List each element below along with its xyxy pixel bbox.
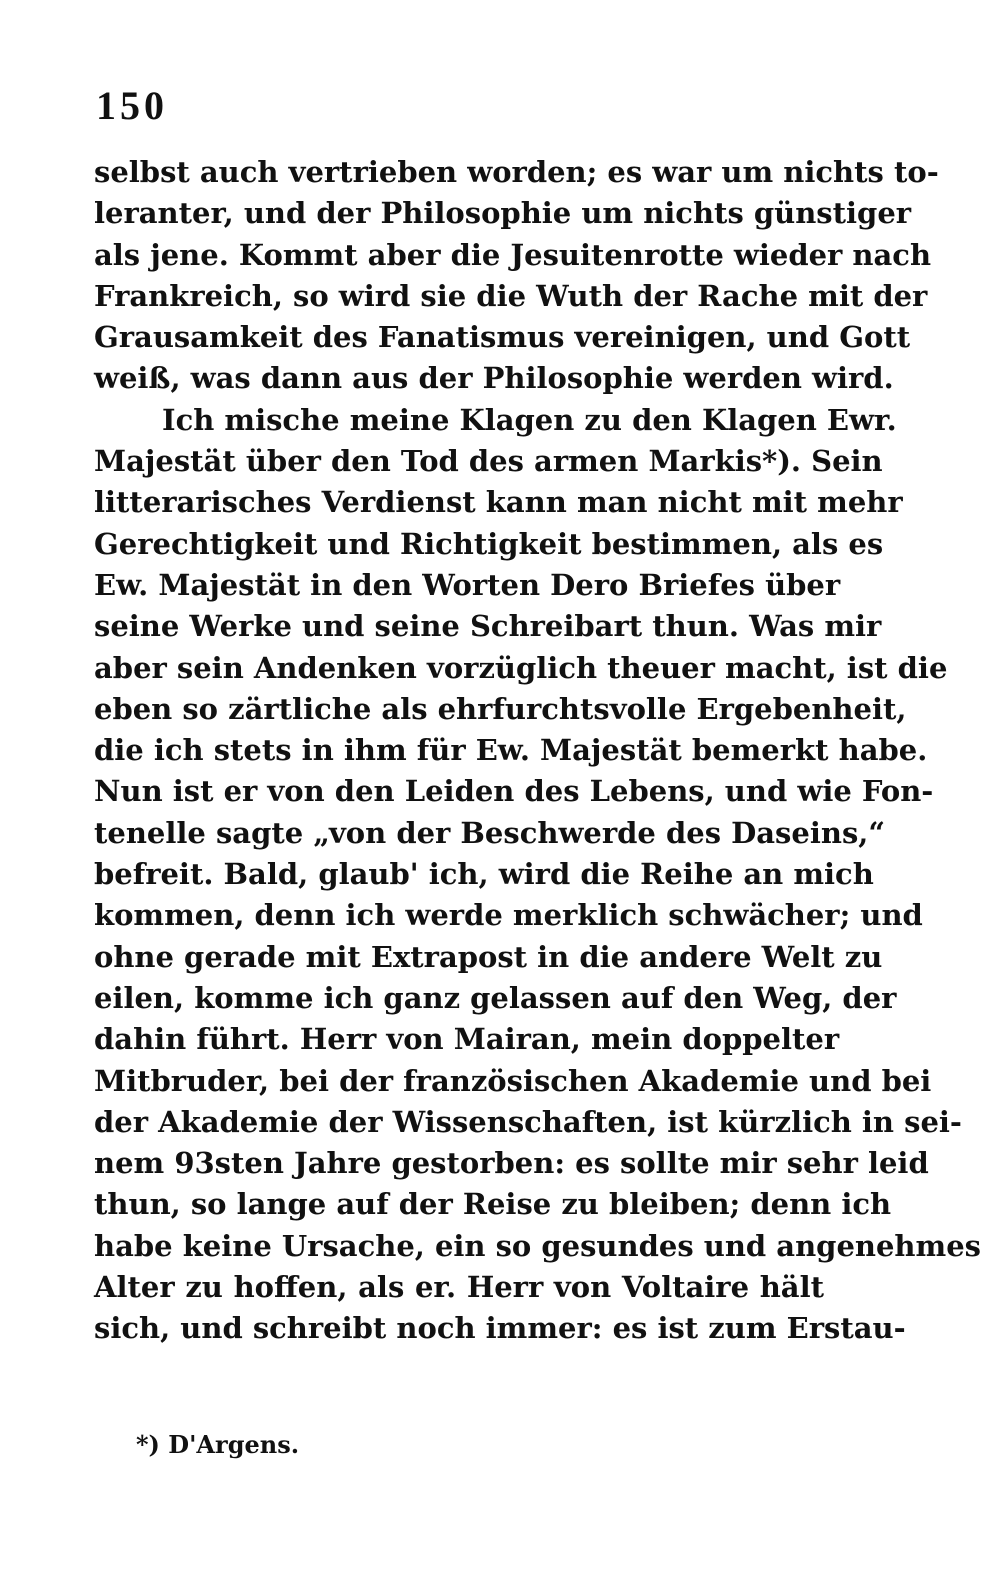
text-line: Nun ist er von den Leiden des Lebens, und wie Fon- (94, 774, 934, 809)
text-line: litterarisches Verdienst kann man nicht mit mehr (94, 485, 903, 520)
text-line: eilen, komme ich ganz gelassen auf den Weg, der (94, 980, 897, 1015)
text-line: tenelle sagte „von der Beschwerde des Daseins,“ (94, 815, 886, 850)
text-line: befreit. Bald, glaub' ich, wird die Reihe an mich (94, 857, 874, 892)
text-line: sich, und schreibt noch immer: es ist zum Erstau- (94, 1311, 906, 1346)
text-line: die ich stets in ihm für Ew. Majestät bemerkt habe. (94, 733, 928, 768)
text-line: eben so zärtliche als ehrfurchtsvolle Ergebenheit, (94, 691, 907, 726)
text-line: Majestät über den Tod des armen Markis*). Sein (94, 444, 883, 479)
footnote: *) D'Argens. (136, 1430, 300, 1459)
text-line: leranter, und der Philosophie um nichts günstiger (94, 196, 912, 231)
text-line: habe keine Ursache, ein so gesundes und angenehmes (94, 1228, 981, 1263)
text-line: seine Werke und seine Schreibart thun. Was mir (94, 609, 882, 644)
text-line: der Akademie der Wissenschaften, ist kürzlich in sei- (94, 1104, 962, 1139)
text-line: Alter zu hoffen, als er. Herr von Voltaire hält (94, 1270, 824, 1305)
text-line: als jene. Kommt aber die Jesuitenrotte wieder nach (94, 237, 932, 272)
text-line: thun, so lange auf der Reise zu bleiben; denn ich (94, 1187, 892, 1222)
text-line: dahin führt. Herr von Mairan, mein doppelter (94, 1022, 840, 1057)
text-line: Ich mische meine Klagen zu den Klagen Ewr. (162, 402, 897, 437)
page-number: 150 (96, 83, 168, 128)
text-line: selbst auch vertrieben worden; es war um nichts to- (94, 155, 939, 189)
text-line: Grausamkeit des Fanatismus vereinigen, und Gott (94, 320, 911, 355)
text-line: kommen, denn ich werde merklich schwächer; und (94, 898, 923, 933)
text-line: aber sein Andenken vorzüglich theuer macht, ist die (94, 650, 948, 685)
text-line: ohne gerade mit Extrapost in die andere Welt zu (94, 939, 883, 974)
text-line: weiß, was dann aus der Philosophie werden wird. (94, 361, 894, 396)
text-line: Mitbruder, bei der französischen Akademie und bei (94, 1063, 932, 1098)
text-line: Frankreich, so wird sie die Wuth der Rache mit der (94, 278, 928, 313)
text-line: Ew. Majestät in den Worten Dero Briefes über (94, 567, 841, 602)
body-text (94, 152, 981, 1350)
text-line: Gerechtigkeit und Richtigkeit bestimmen, als es (94, 526, 884, 561)
text-line: nem 93sten Jahre gestorben: es sollte mir sehr leid (94, 1146, 929, 1181)
